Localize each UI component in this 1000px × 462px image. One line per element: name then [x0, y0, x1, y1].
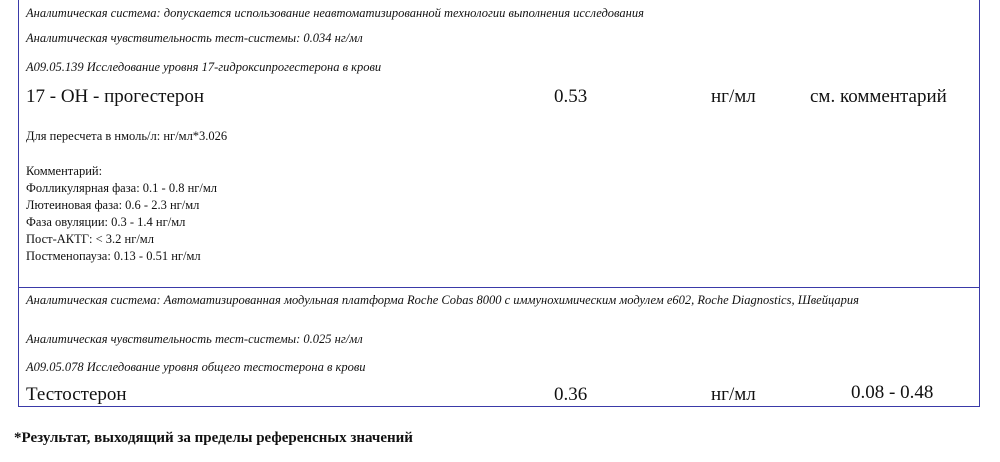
analytic-system-text: Аналитическая система: Автоматизированная модульная платформа Roche Cobas 8000 с иммунохимическим модулем e602, Roche Diagnostics, Швейцария: [26, 293, 859, 307]
result-name: 17 - ОН - прогестерон: [26, 86, 205, 107]
result-reference: см. комментарий: [810, 86, 947, 107]
comment-line: Лютеиновая фаза: 0.6 - 2.3 нг/мл: [26, 198, 200, 212]
comment-line: Постменопауза: 0.13 - 0.51 нг/мл: [26, 249, 201, 263]
result-value: 0.53: [554, 86, 588, 107]
result-unit: нг/мл: [711, 86, 756, 107]
sensitivity-text: Аналитическая чувствительность тест-системы: 0.025 нг/мл: [26, 332, 363, 346]
section-17-oh-progesterone: [18, 0, 980, 287]
result-name: Тестостерон: [26, 384, 127, 405]
test-code-text: А09.05.078 Исследование уровня общего тестостерона в крови: [26, 360, 366, 374]
conversion-text: Для пересчета в нмоль/л: нг/мл*3.026: [26, 129, 228, 143]
section-testosterone: [18, 287, 980, 407]
result-unit: нг/мл: [711, 384, 756, 405]
footer-note: *Результат, выходящий за пределы референсных значений: [14, 430, 413, 446]
comment-line: Фаза овуляции: 0.3 - 1.4 нг/мл: [26, 215, 186, 229]
comment-line: Фолликулярная фаза: 0.1 - 0.8 нг/мл: [26, 181, 218, 195]
comment-line: Пост-АКТГ: < 3.2 нг/мл: [26, 232, 154, 246]
test-code-text: А09.05.139 Исследование уровня 17-гидроксипрогестерона в крови: [26, 60, 382, 74]
result-reference: 0.08 - 0.48: [851, 382, 934, 403]
analytic-system-text: Аналитическая система: допускается использование неавтоматизированной технологии выполнения исследования: [26, 6, 644, 20]
sensitivity-text: Аналитическая чувствительность тест-системы: 0.034 нг/мл: [26, 31, 363, 45]
comment-title: Комментарий:: [26, 164, 103, 178]
result-value: 0.36: [554, 384, 588, 405]
